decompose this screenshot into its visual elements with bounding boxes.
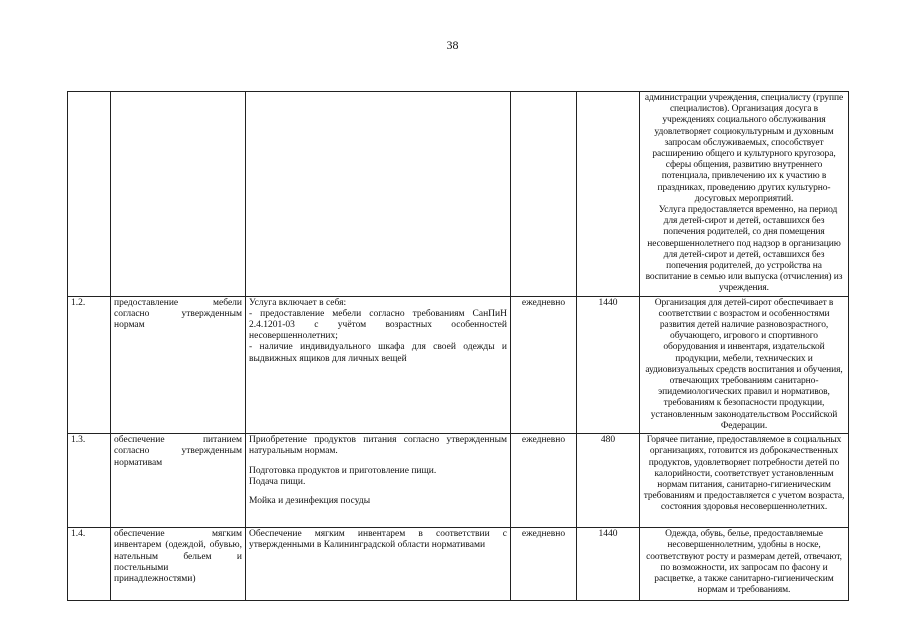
standard-paragraph: Услуга предоставляется временно, на период для детей-сирот и детей, оставшихся без попечения родителей, со дня помещения несовершеннолетнего под надзор в организацию для детей-сирот и детей, оставшихся без попечения родителей, до устройства на воспитание в семью или выпуска (отчисления) из учреждения. xyxy=(645,205,843,294)
table-row xyxy=(68,92,849,297)
frequency-cell: ежедневно xyxy=(511,528,577,601)
table-row xyxy=(68,528,849,601)
table-row xyxy=(68,434,849,528)
service-name-cell: обеспечение мягким инвентарем (одеждой, обувью, нательным бельем и постельными принадлежностями) xyxy=(111,528,246,601)
standard-paragraph: Одежда, обувь, белье, предоставляемые несовершеннолетним, удобны в носке, соответствуют росту и размерам детей, отвечают, по возможности, их запросам по фасону и расцветке, а также санитарно-гигиеническим нормам и требованиям. xyxy=(646,529,842,596)
service-name-cell: обеспечение питанием согласно утвержденным нормативам xyxy=(111,434,246,528)
service-name-cell: предоставление мебели согласно утвержденным нормам xyxy=(111,296,246,433)
standard-paragraph: администрации учреждения, специалисту (группе специалистов). Организация досуга в учреждениях социального обслуживания удовлетворяет социокультурным и духовным запросам обслуживаемых, способствует расширению общего и культурного кругозора, сферы общения, развитию внутреннего потенциала, привлечению их к участию в праздниках, проведению других культурно-досуговых мероприятий. xyxy=(644,93,844,204)
standard-paragraph: Организация для детей-сирот обеспечивает в соответствии с возрастом и особенностями развития детей наличие разновозрастного, обучающего, игрового и спортивного оборудования и инвентаря, издательской продукции, мебели, технических и аудиовизуальных средств воспитания и обучения, отвечающих требованиям санитарно-эпидемиологических правил и нормативов, требованиям к безопасности продукции, установленным законодательством Российской Федерации. xyxy=(645,297,843,431)
content-line: Приобретение продуктов питания согласно утвержденным натуральным нормам. xyxy=(249,435,507,457)
table-row xyxy=(68,296,849,433)
quantity-cell: 480 xyxy=(577,434,640,528)
services-table xyxy=(67,91,849,601)
service-content-cell xyxy=(246,528,511,601)
standard-paragraph: Горячее питание, предоставляемое в социальных организациях, готовится из доброкачественных продуктов, удовлетворяет потребности детей по калорийности, соответствует установленным нормам питания, санитарно-гигиеническим требованиям и предоставляется с учетом возраста, состояния здоровья несовершеннолетних. xyxy=(643,435,845,513)
service-content-cell xyxy=(246,434,511,528)
row-number-cell: 1.4. xyxy=(68,528,111,601)
row-number-cell: 1.3. xyxy=(68,434,111,528)
quantity-cell: 1440 xyxy=(577,296,640,433)
row-number-cell xyxy=(68,92,111,297)
content-line: - предоставление мебели согласно требованиям СанПиН 2.4.1201-03 с учётом возрастных особенностей несовершеннолетних; xyxy=(249,308,507,342)
page-number: 38 xyxy=(446,38,459,52)
quality-standard-cell xyxy=(640,434,849,528)
content-line: Подача пищи. xyxy=(249,476,306,487)
service-content-cell xyxy=(246,92,511,297)
content-line: Подготовка продуктов и приготовление пищи. xyxy=(249,465,437,476)
row-number-cell: 1.2. xyxy=(68,296,111,433)
service-content-cell xyxy=(246,296,511,433)
quantity-cell xyxy=(577,92,640,297)
content-line: Мойка и дезинфекция посуды xyxy=(249,495,371,506)
quality-standard-cell xyxy=(640,92,849,297)
frequency-cell xyxy=(511,92,577,297)
quality-standard-cell xyxy=(640,528,849,601)
content-line: Услуга включает в себя: xyxy=(249,297,347,308)
quantity-cell: 1440 xyxy=(577,528,640,601)
service-name-cell xyxy=(111,92,246,297)
content-line: - наличие индивидуального шкафа для своей одежды и выдвижных ящиков для личных вещей xyxy=(249,342,507,364)
quality-standard-cell xyxy=(640,296,849,433)
frequency-cell: ежедневно xyxy=(511,434,577,528)
frequency-cell: ежедневно xyxy=(511,296,577,433)
content-line: Обеспечение мягким инвентарем в соответствии с утвержденными в Калининградской области нормативами xyxy=(249,529,507,551)
